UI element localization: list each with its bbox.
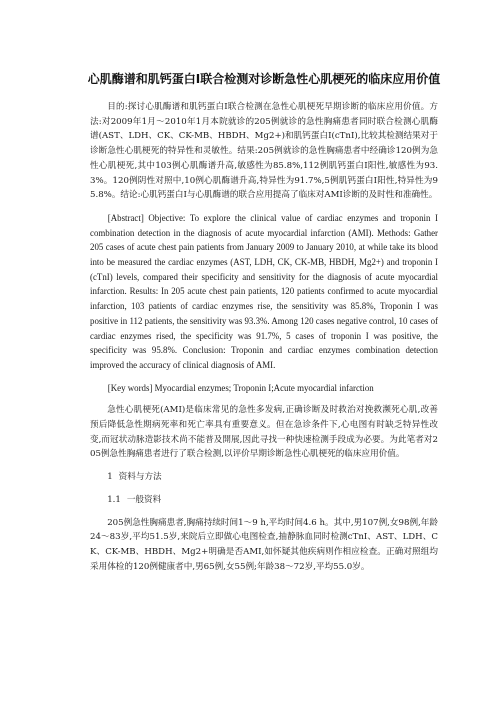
subsection-title: 一般资料 xyxy=(126,494,162,505)
subsection-heading-1-1 xyxy=(90,493,438,508)
abstract-english: [Abstract] Objective: To explore the clinical value of cardiac enzymes and troponin I combination detection in the diagnosis of acute myocardial infarction (AMI). Methods: Gather 205 cases of acute chest pain patients from January 2009 to January 2010, at while take its blood into be measured the cardiac enzymes (AST, LDH, CK, CK-MB, HBDH, Mg2+) and troponin I (cTnI) levels, compared their specificity and sensitivity for the diagnosis of acute myocardial infarction. Results: In 205 acute chest pain patients, 120 patients confirmed to acute myocardial infarction, 103 patients of cardiac enzymes rise, the sensitivity was 85.8%, Troponin I was positive in 112 patients, the sensitivity was 93.3%. Among 120 cases negative control, 10 cases of cardiac enzymes rised, the specificity was 91.7%, 5 cases of troponin I was positive, the specificity was 95.8%. Conclusion: Troponin and cardiac enzymes combination detection improved the accuracy of clinical diagnosis of AMI. xyxy=(90,212,438,370)
paper-title: 心肌酶谱和肌钙蛋白I联合检测对诊断急性心肌梗死的临床应用价值 xyxy=(87,72,441,86)
subsection-number: 1.1 xyxy=(107,494,121,505)
materials-paragraph: 205例急性胸痛患者,胸痛持续时间1～9 h,平均时间4.6 h。其中,男107例,女98例,年龄24～83岁,平均51.5岁,来院后立即做心电图检查,抽静脉血同时检测cTnI、AST、LDH、CK、CK-MB、HBDH、Mg2+明确是否AMI,如怀疑其他疾病则作相应检查。正确对照组均采用体检的120例健康者中,男65例,女55例;年龄38～72岁,平均55.0岁。 xyxy=(90,517,438,572)
abstract-chinese: 目的:探讨心肌酶谱和肌钙蛋白I联合检测在急性心肌梗死早期诊断的临床应用价值。方法:对2009年1月～2010年1月本院就诊的205例就诊的急性胸痛患者同时联合检测心肌酶谱(AST、LDH、CK、CK-MB、HBDH、Mg2+)和肌钙蛋白I(cTnI),比较其检测结果对于诊断急性心肌梗死的特异性和灵敏性。结果:205例就诊的急性胸痛患者中经确诊120例为急性心肌梗死,其中103例心肌酶谱升高,敏感性为85.8%,112例肌钙蛋白I阳性,敏感性为93.3%。120例阴性对照中,10例心肌酶谱升高,特异性为91.7%,5例肌钙蛋白I阳性,特异性为95.8%。结论:心肌钙蛋白I与心肌酶谱的联合应用提高了临床对AMI诊断的及时性和准确性。 xyxy=(90,102,438,201)
section-heading-1 xyxy=(90,470,438,485)
section-number: 1 xyxy=(107,472,113,483)
introduction-paragraph: 急性心肌梗死(AMI)是临床常见的急性多发病,正确诊断及时救治对挽救濒死心肌,改善预后降低急性期病死率和死亡率具有重要意义。但在急诊条件下,心电图有时缺乏特异性改变,而冠状动脉造影技术尚不能普及開展,因此寻找一种快速检测手段成为必要。为此笔者对205例急性胸痛患者进行了联合检测,以评价早期诊断急性心肌梗死的临床应用价值。 xyxy=(90,405,438,460)
keywords-english: [Key words] Myocardial enzymes; Troponin I;Acute myocardial infarction xyxy=(107,382,374,393)
section-title: 资料与方法 xyxy=(118,472,162,483)
